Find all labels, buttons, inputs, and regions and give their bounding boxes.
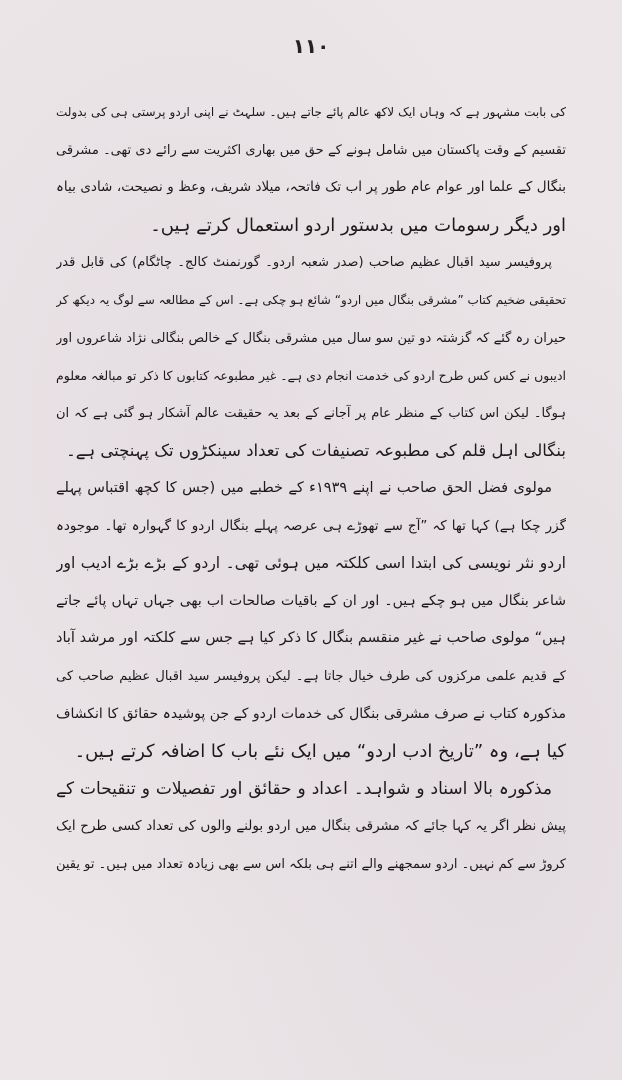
body-text xyxy=(56,94,566,883)
text-line-20: پیش نظر اگر یہ کہا جائے کہ مشرقی بنگال میں اردو بولنے والوں کی تعداد کسی طرح ایک xyxy=(56,818,566,835)
text-line-8: ادیبوں نے کس کس طرح اردو کی خدمت انجام دی ہے۔ غیر مطبوعہ کتابوں کا ذکر تو مبالغہ معلوم xyxy=(56,368,566,384)
text-line-19: مذکورہ بالا اسناد و شواہد۔ اعداد و حقائق اور تفصیلات و تنقیحات کے xyxy=(56,778,552,799)
text-line-18: کیا ہے، وہ ”تاریخ ادب اردو“ میں ایک نئے باب کا اضافہ کرتے ہیں۔ xyxy=(74,741,566,763)
text-line-5: پروفیسر سید اقبال عظیم صاحب (صدر شعبہ اردو۔ گورنمنٹ کالج۔ چاٹگام) کی قابل قدر xyxy=(56,255,552,271)
text-line-10: بنگالی اہل قلم کی مطبوعہ تصنیفات کی تعداد سینکڑوں تک پہنچتی ہے۔ xyxy=(66,441,566,461)
text-line-16: کے قدیم علمی مرکزوں کی طرف خیال جاتا ہے۔ لیکن پروفیسر سید اقبال عظیم صاحب کی xyxy=(56,668,566,684)
text-line-21: کروڑ سے کم نہیں۔ اردو سمجھنے والے اتنے ہی بلکہ اس سے بھی زیادہ تعداد میں ہیں۔ تو یقین xyxy=(56,856,566,872)
text-line-7: حیران رہ گئے کہ گزشتہ دو تین سو سال میں مشرقی بنگال کے خالص بنگالی نژاد شاعروں اور xyxy=(56,330,566,346)
text-line-9: ہوگا۔ لیکن اس کتاب کے منظر عام پر آجانے کے بعد یہ حقیقت عالم آشکار ہو گئی ہے کہ ان xyxy=(56,405,566,421)
text-line-3: بنگال کے علما اور عوام عام طور پر اب تک فاتحہ، میلاد شریف، وعظ و نصیحت، شادی بیاہ xyxy=(56,179,566,196)
text-line-12: گزر چکا ہے) کہا تھا کہ ”آج سے تھوڑے ہی عرصہ پہلے بنگال اردو کا گہوارہ تھا۔ موجودہ xyxy=(56,517,566,534)
text-line-14: شاعر بنگال میں ہو چکے ہیں۔ اور ان کے باقیات صالحات اب بھی جہاں تہاں پائے جاتے xyxy=(56,592,566,609)
page-number: ١١٠ xyxy=(292,34,330,58)
text-line-2: تقسیم کے وقت پاکستان میں شامل ہونے کے حق میں بھاری اکثریت سے رائے دی تھی۔ مشرقی xyxy=(56,142,566,158)
text-line-17: مذکورہ کتاب نے صرف مشرقی بنگال کی خدمات اردو کے جن پوشیدہ حقائق کا انکشاف xyxy=(56,705,566,722)
text-line-15: ہیں“ مولوی صاحب نے غیر منقسم بنگال کا ذکر کیا ہے جس سے کلکتہ اور مرشد آباد xyxy=(56,630,566,647)
text-line-13: اردو نثر نویسی کی ابتدا اسی کلکتہ میں ہوئی تھی۔ اردو کے بڑے بڑے ادیب اور xyxy=(56,554,566,573)
text-line-1: کی بابت مشہور ہے کہ وہاں ایک لاکھ عالم پائے جاتے ہیں۔ سلہٹ نے اپنی اردو پرستی ہی کی بدولت xyxy=(56,105,566,119)
text-line-11: مولوی فضل الحق صاحب نے اپنے ١٩٣٩ء کے خطبے میں (جس کا کچھ اقتباس پہلے xyxy=(56,479,552,496)
text-line-6: تحقیقی ضخیم کتاب ”مشرقی بنگال میں اردو“ شائع ہو چکی ہے۔ اس کے مطالعہ سے لوگ یہ دیکھ کر xyxy=(56,292,566,307)
text-line-4: اور دیگر رسومات میں بدستور اردو استعمال کرتے ہیں۔ xyxy=(150,214,566,236)
